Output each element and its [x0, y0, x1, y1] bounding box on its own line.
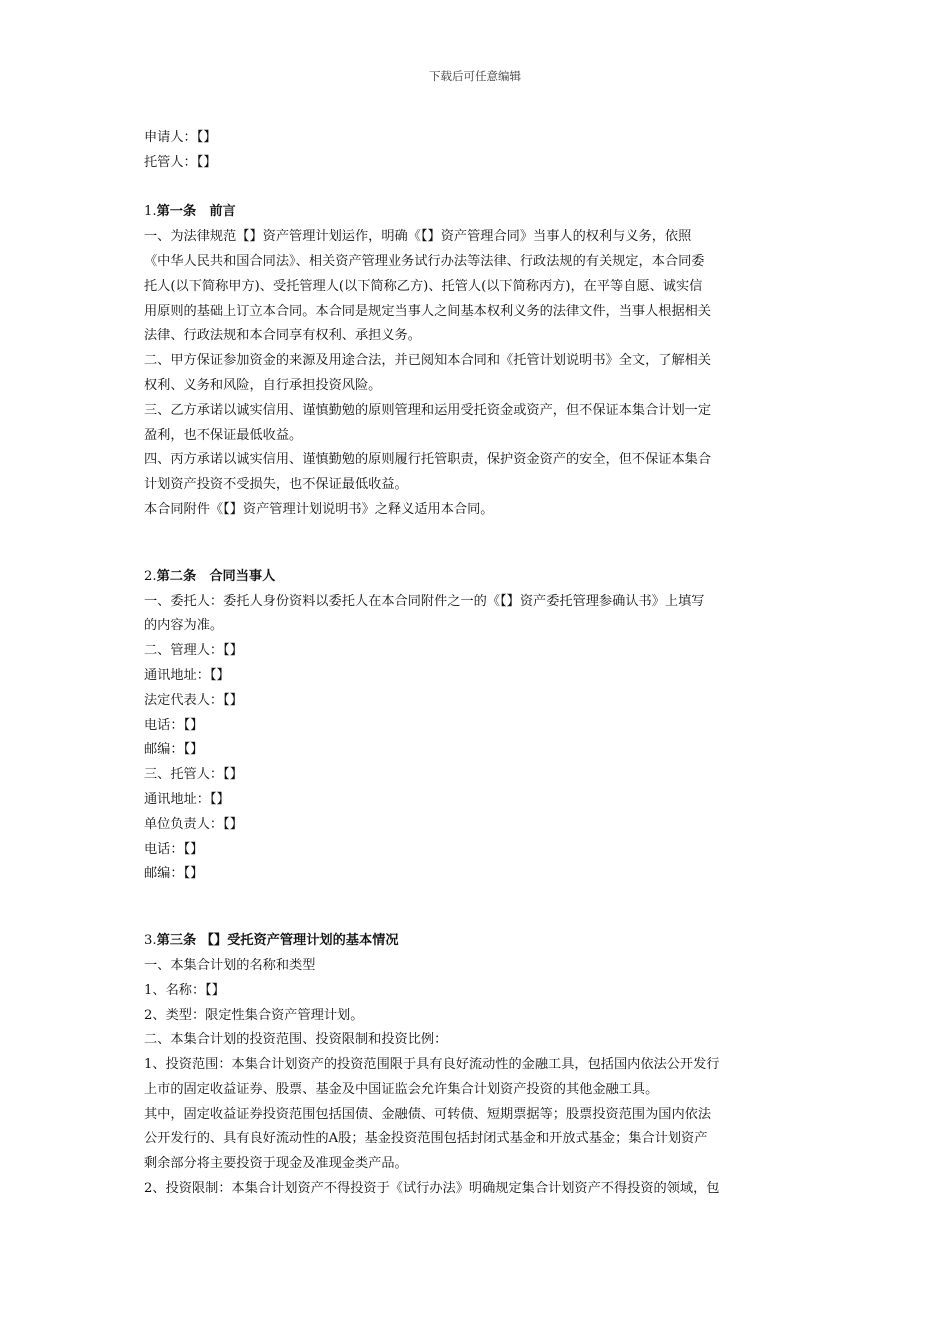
paragraph-line: 1、投资范围：本集合计划资产的投资范围限于具有良好流动性的金融工具，包括国内依法公开发行 — [144, 1057, 720, 1073]
paragraph-line: 盈利，也不保证最低收益。 — [144, 427, 303, 443]
paragraph-line: 2、投资限制：本集合计划资产不得投资于《试行办法》明确规定集合计划资产不得投资的领域，包 — [144, 1181, 720, 1197]
paragraph-line: 一、委托人：委托人身份资料以委托人在本合同附件之一的《【】资产委托管理参确认书》上填写 — [144, 593, 705, 609]
custodian-line: 托管人：【】 — [144, 154, 217, 170]
paragraph-line: 电话：【】 — [144, 717, 204, 733]
section-1-title: 第一条 前言 — [156, 204, 236, 220]
paragraph-line: 托人(以下简称甲方)、受托管理人(以下简称乙方)、托管人(以下简称丙方)，在平等自愿、诚实信 — [144, 278, 703, 294]
paragraph-line: 二、管理人：【】 — [144, 643, 243, 659]
paragraph-line: 电话：【】 — [144, 841, 204, 857]
paragraph-line: 公开发行的、具有良好流动性的A股；基金投资范围包括封闭式基金和开放式基金；集合计划资产 — [144, 1131, 708, 1147]
paragraph-line: 《中华人民共和国合同法》、相关资产管理业务试行办法等法律、行政法规的有关规定，本合同委 — [144, 253, 705, 269]
paragraph-line: 通讯地址：【】 — [144, 667, 230, 683]
section-1-number: 1. — [144, 204, 157, 220]
section-2-heading — [144, 565, 808, 590]
paragraph-line: 四、丙方承诺以诚实信用、谨慎勤勉的原则履行托管职责，保护资金资产的安全，但不保证本集合 — [144, 452, 712, 468]
section-1-heading — [144, 200, 808, 225]
paragraph-line: 1、名称：【】 — [144, 982, 225, 998]
section-3-title: 第三条 【】受托资产管理计划的基本情况 — [156, 933, 399, 949]
paragraph-line: 一、本集合计划的名称和类型 — [144, 957, 316, 973]
paragraph-line: 权利、义务和风险，自行承担投资风险。 — [144, 377, 382, 393]
paragraph-line: 三、托管人：【】 — [144, 767, 243, 783]
section-3-heading — [144, 929, 808, 954]
spacer — [144, 176, 808, 201]
paragraph-line: 二、本集合计划的投资范围、投资限制和投资比例： — [144, 1032, 448, 1048]
paragraph-line: 通讯地址：【】 — [144, 791, 230, 807]
section-2-number: 2. — [144, 568, 157, 584]
spacer — [144, 887, 808, 929]
paragraph-line: 本合同附件《【】资产管理计划说明书》之释义适用本合同。 — [144, 501, 494, 517]
paragraph-line: 计划资产投资不受损失，也不保证最低收益。 — [144, 477, 408, 493]
paragraph-line: 其中，固定收益证券投资范围包括国债、金融债、可转债、短期票据等；股票投资范围为国内依法 — [144, 1106, 712, 1122]
paragraph-line: 三、乙方承诺以诚实信用、谨慎勤勉的原则管理和运用受托资金或资产，但不保证本集合计划一定 — [144, 402, 712, 418]
spacer — [144, 523, 808, 565]
section-2-title: 第二条 合同当事人 — [156, 568, 276, 584]
paragraph-line: 邮编：【】 — [144, 742, 204, 758]
paragraph-line: 法律、行政法规和本合同享有权利、承担义务。 — [144, 328, 421, 344]
paragraph-line: 法定代表人：【】 — [144, 692, 243, 708]
paragraph-line: 上市的固定收益证券、股票、基金及中国证监会允许集合计划资产投资的其他金融工具。 — [144, 1081, 659, 1097]
paragraph-line: 二、甲方保证参加资金的来源及用途合法，并已阅知本合同和《托管计划说明书》全文，了解相关 — [144, 353, 712, 369]
paragraph-line: 的内容为准。 — [144, 618, 224, 634]
applicant-line: 申请人：【】 — [144, 130, 217, 145]
paragraph-line: 邮编：【】 — [144, 866, 204, 882]
paragraph-line: 单位负责人：【】 — [144, 816, 243, 832]
document-body — [144, 126, 808, 1202]
paragraph-line: 剩余部分将主要投资于现金及准现金类产品。 — [144, 1156, 408, 1172]
paragraph-line: 2、类型：限定性集合资产管理计划。 — [144, 1007, 364, 1023]
paragraph-line: 用原则的基础上订立本合同。本合同是规定当事人之间基本权利义务的法律文件，当事人根据相关 — [144, 303, 712, 319]
section-3-number: 3. — [144, 933, 157, 949]
page-header-note: 下载后可任意编辑 — [429, 69, 521, 83]
paragraph-line: 一、为法律规范【】资产管理计划运作，明确《【】资产管理合同》当事人的权利与义务，依照 — [144, 229, 692, 245]
